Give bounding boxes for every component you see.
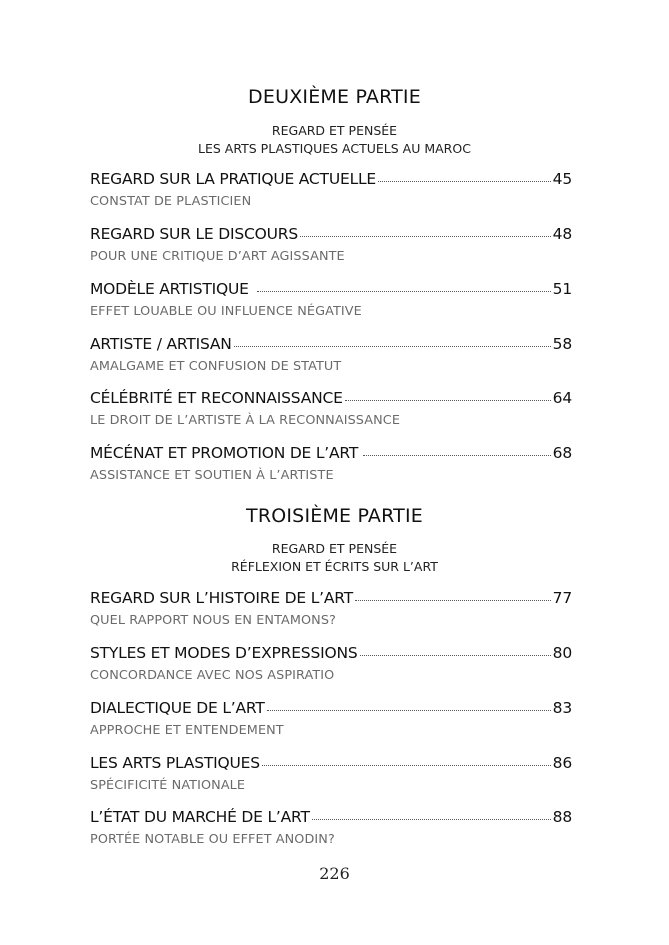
- entry-title: MÉCÉNAT ET PROMOTION DE L’ART: [90, 444, 359, 462]
- toc-entry[interactable]: [90, 170, 572, 209]
- entry-page-number: 80: [552, 644, 572, 662]
- dot-leader: [363, 455, 551, 456]
- dot-leader: [312, 819, 551, 820]
- dot-leader: [378, 181, 551, 182]
- dot-leader: [234, 346, 551, 347]
- part-three-title: TROISIÈME PARTIE: [246, 505, 423, 527]
- entry-subtitle: SPÉCIFICITÉ NATIONALE: [90, 778, 246, 793]
- entry-title: DIALECTIQUE DE L’ART: [90, 699, 265, 717]
- entry-title: REGARD SUR LE DISCOURS: [90, 225, 298, 243]
- dot-leader: [360, 655, 551, 656]
- entry-title: STYLES ET MODES D’EXPRESSIONS: [90, 644, 358, 662]
- entry-subtitle: APPROCHE ET ENTENDEMENT: [90, 723, 284, 738]
- entry-page-number: 48: [552, 225, 572, 243]
- dot-leader: [267, 710, 551, 711]
- toc-entry[interactable]: [90, 225, 572, 264]
- toc-entry[interactable]: [90, 280, 572, 319]
- dot-leader: [355, 600, 551, 601]
- entry-subtitle: CONSTAT DE PLASTICIEN: [90, 194, 252, 209]
- entry-page-number: 51: [552, 280, 572, 298]
- part-two-subtitle: REGARD ET PENSÉE: [271, 123, 398, 138]
- entry-subtitle: ASSISTANCE ET SOUTIEN À L’ARTISTE: [90, 468, 334, 483]
- entry-title: REGARD SUR LA PRATIQUE ACTUELLE: [90, 170, 377, 188]
- toc-entry[interactable]: [90, 389, 572, 428]
- toc-entry[interactable]: [90, 699, 572, 738]
- toc-entry[interactable]: [90, 589, 572, 628]
- dot-leader: [345, 400, 551, 401]
- entry-page-number: 77: [552, 589, 572, 607]
- entry-subtitle: AMALGAME ET CONFUSION DE STATUT: [90, 359, 342, 374]
- toc-entry[interactable]: [90, 808, 572, 847]
- entry-subtitle: EFFET LOUABLE OU INFLUENCE NÉGATIVE: [90, 304, 362, 319]
- entry-title: LES ARTS PLASTIQUES: [90, 754, 260, 772]
- entry-subtitle: POUR UNE CRITIQUE D’ART AGISSANTE: [90, 249, 345, 264]
- part-three-subtitle-secondary: RÉFLEXION ET ÉCRITS SUR L’ART: [231, 559, 438, 574]
- dot-leader: [257, 291, 551, 292]
- entry-subtitle: LE DROIT DE L’ARTISTE À LA RECONNAISSANCE: [90, 413, 401, 428]
- page-number: 226: [319, 864, 350, 883]
- entry-page-number: 86: [552, 754, 572, 772]
- entry-page-number: 45: [552, 170, 572, 188]
- entry-page-number: 68: [552, 444, 572, 462]
- toc-entry[interactable]: [90, 335, 572, 374]
- toc-entry[interactable]: [90, 644, 572, 683]
- entry-page-number: 88: [552, 808, 572, 826]
- entry-subtitle: QUEL RAPPORT NOUS EN ENTAMONS?: [90, 613, 336, 628]
- entry-subtitle: CONCORDANCE AVEC NOS ASPIRATIO: [90, 668, 335, 683]
- entry-title: CÉLÉBRITÉ ET RECONNAISSANCE: [90, 389, 343, 407]
- dot-leader: [262, 765, 551, 766]
- dot-leader: [300, 236, 551, 237]
- entry-page-number: 58: [552, 335, 572, 353]
- entry-page-number: 64: [552, 389, 572, 407]
- part-two-subtitle-secondary: LES ARTS PLASTIQUES ACTUELS AU MAROC: [198, 141, 471, 156]
- entry-title: REGARD SUR L’HISTOIRE DE L’ART: [90, 589, 353, 607]
- entry-title: MODÈLE ARTISTIQUE: [90, 280, 249, 298]
- part-two-title: DEUXIÈME PARTIE: [248, 86, 421, 108]
- part-three-subtitle: REGARD ET PENSÉE: [271, 541, 398, 556]
- toc-entry[interactable]: [90, 754, 572, 793]
- entry-title: ARTISTE / ARTISAN: [90, 335, 232, 353]
- entry-page-number: 83: [552, 699, 572, 717]
- entry-subtitle: PORTÉE NOTABLE OU EFFET ANODIN?: [90, 832, 335, 847]
- toc-entry[interactable]: [90, 444, 572, 483]
- entry-title: L’ÉTAT DU MARCHÉ DE L’ART: [90, 808, 310, 826]
